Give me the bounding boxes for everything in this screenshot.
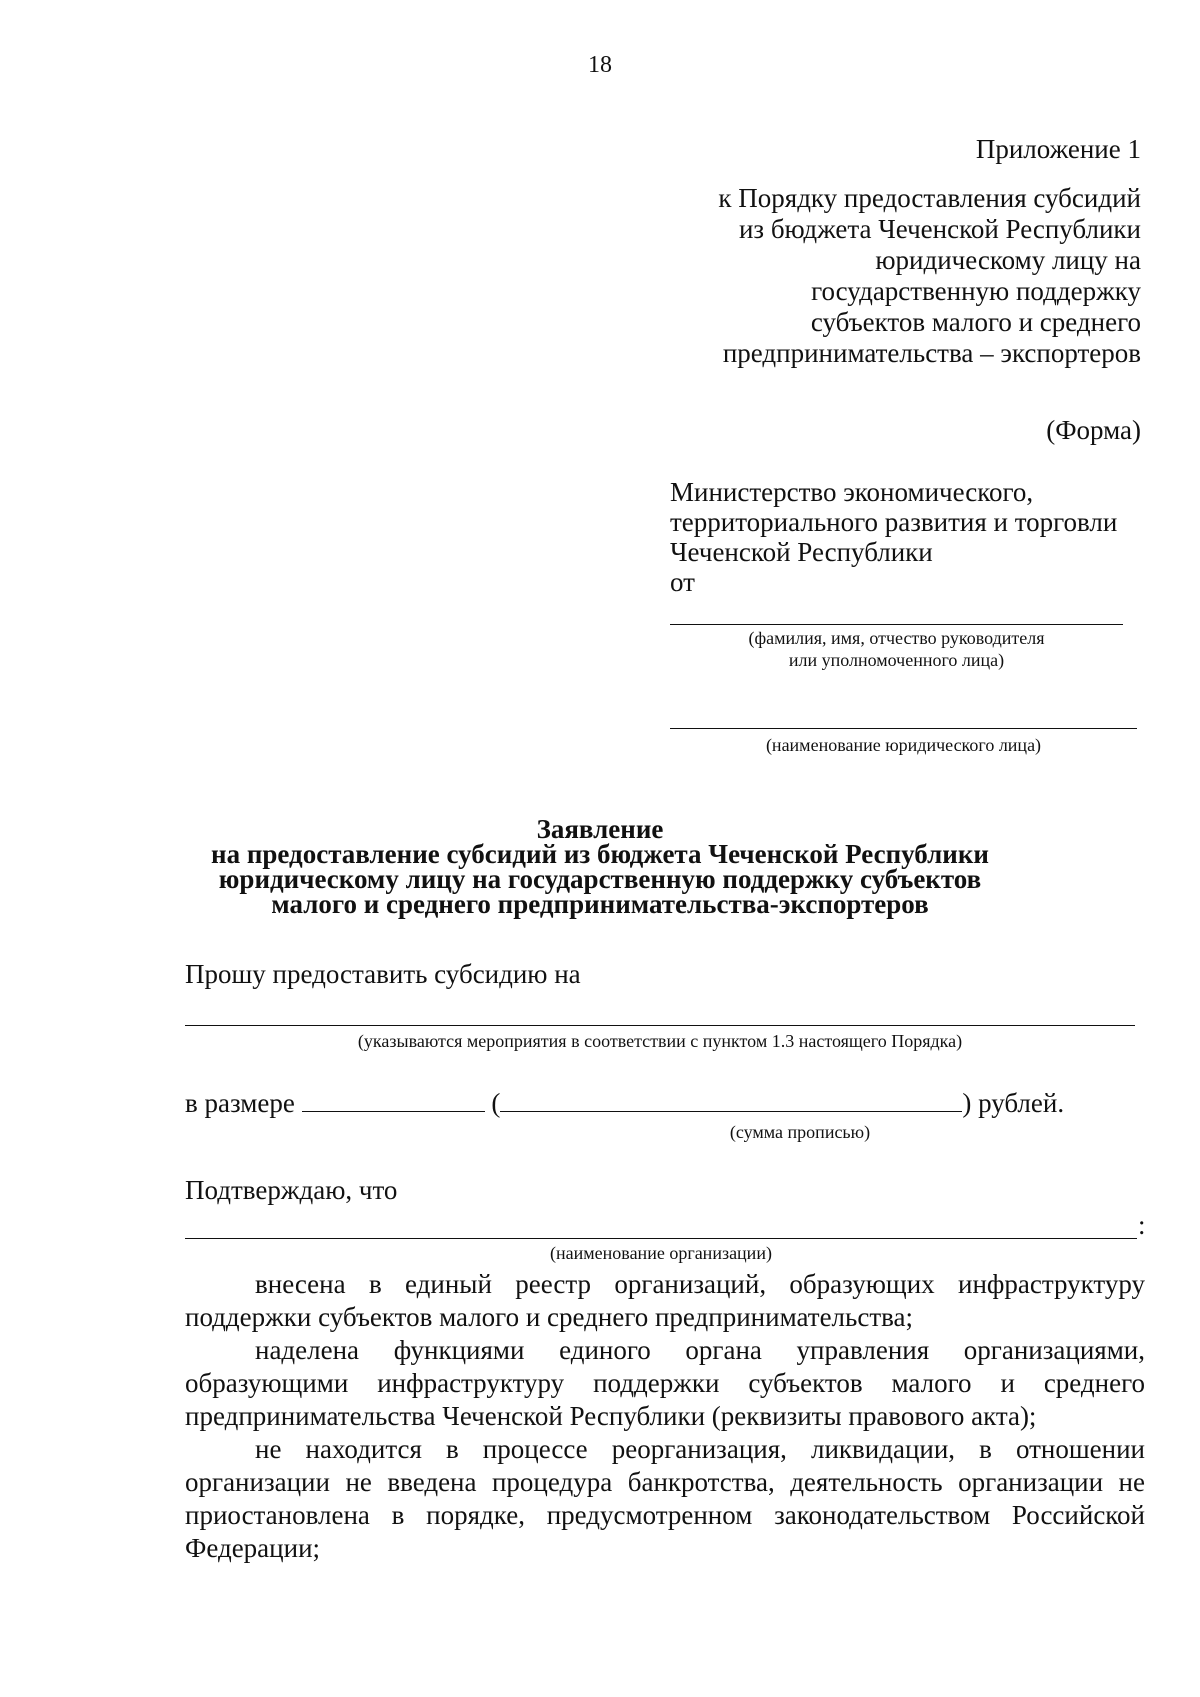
statement-title-line: на предоставление субсидий из бюджета Чеченской Республики	[211, 839, 989, 869]
purpose-caption: (указываются мероприятия в соответствии с пунктом 1.3 настоящего Порядка)	[357, 1031, 963, 1051]
amount-open-paren: (	[491, 1088, 501, 1118]
legal-entity-name-caption: (наименование юридического лица)	[765, 735, 1042, 755]
addressee-line: Министерство экономического,	[670, 477, 1034, 507]
confirm-colon: :	[1138, 1210, 1146, 1240]
head-name-caption-line: или уполномоченного лица)	[788, 650, 1005, 670]
organization-name-field[interactable]	[185, 1238, 1137, 1239]
appendix-basis	[661, 183, 1141, 369]
addressee-line: территориального развития и торговли	[670, 507, 1118, 537]
page-number: 18	[588, 52, 612, 78]
statement-title-line: малого и среднего предпринимательства-экспортеров	[271, 889, 929, 919]
appendix-title: Приложение 1	[975, 134, 1141, 164]
head-name-caption	[670, 627, 1123, 671]
amount-suffix: ) рублей.	[962, 1088, 1065, 1118]
confirmation-paragraph: не находится в процессе реорганизация, ликвидации, в отношении организации не введена процедура банкротства, деятельность организации не приостановлена в порядке, предусмотренном законодательством Российской Федерации;	[185, 1434, 1145, 1563]
appendix-basis-line: к Порядку предоставления субсидий	[718, 183, 1141, 213]
amount-line	[185, 1085, 1145, 1121]
statement-title	[150, 814, 1050, 919]
addressee-line: Чеченской Республики	[670, 537, 933, 567]
appendix-basis-line: субъектов малого и среднего	[810, 307, 1141, 337]
appendix-basis-line: из бюджета Чеченской Республики	[738, 214, 1141, 244]
appendix-basis-line: предпринимательства – экспортеров	[722, 338, 1141, 368]
form-mark: (Форма)	[1046, 415, 1141, 445]
amount-digits-field[interactable]	[302, 1087, 485, 1112]
head-name-caption-line: (фамилия, имя, отчество руководителя	[748, 628, 1045, 648]
addressee-block	[670, 477, 1170, 597]
purpose-field[interactable]	[185, 1025, 1135, 1026]
confirmation-paragraph: внесена в единый реестр организаций, образующих инфраструктуру поддержки субъектов малого и среднего предпринимательства;	[185, 1269, 1145, 1332]
statement-title-line: Заявление	[536, 814, 664, 844]
request-text: Прошу предоставить субсидию на	[185, 959, 581, 989]
head-name-field[interactable]	[670, 624, 1123, 625]
confirmation-paragraphs	[185, 1268, 1145, 1565]
legal-entity-name-field[interactable]	[670, 728, 1137, 729]
appendix-basis-line: юридическому лицу на	[875, 245, 1141, 275]
statement-title-line: юридическому лицу на государственную поддержку субъектов	[218, 864, 982, 894]
addressee-from: от	[670, 567, 695, 597]
confirm-text: Подтверждаю, что	[185, 1175, 398, 1205]
organization-name-caption: (наименование организации)	[550, 1243, 772, 1263]
amount-caption: (сумма прописью)	[729, 1122, 871, 1142]
confirmation-paragraph: наделена функциями единого органа управления организациями, образующими инфраструктуру поддержки субъектов малого и среднего предпринимательства Чеченской Республики (реквизиты правового акта);	[185, 1335, 1145, 1431]
amount-words-field[interactable]	[500, 1087, 962, 1112]
appendix-basis-line: государственную поддержку	[811, 276, 1141, 306]
amount-prefix: в размере	[185, 1088, 295, 1118]
